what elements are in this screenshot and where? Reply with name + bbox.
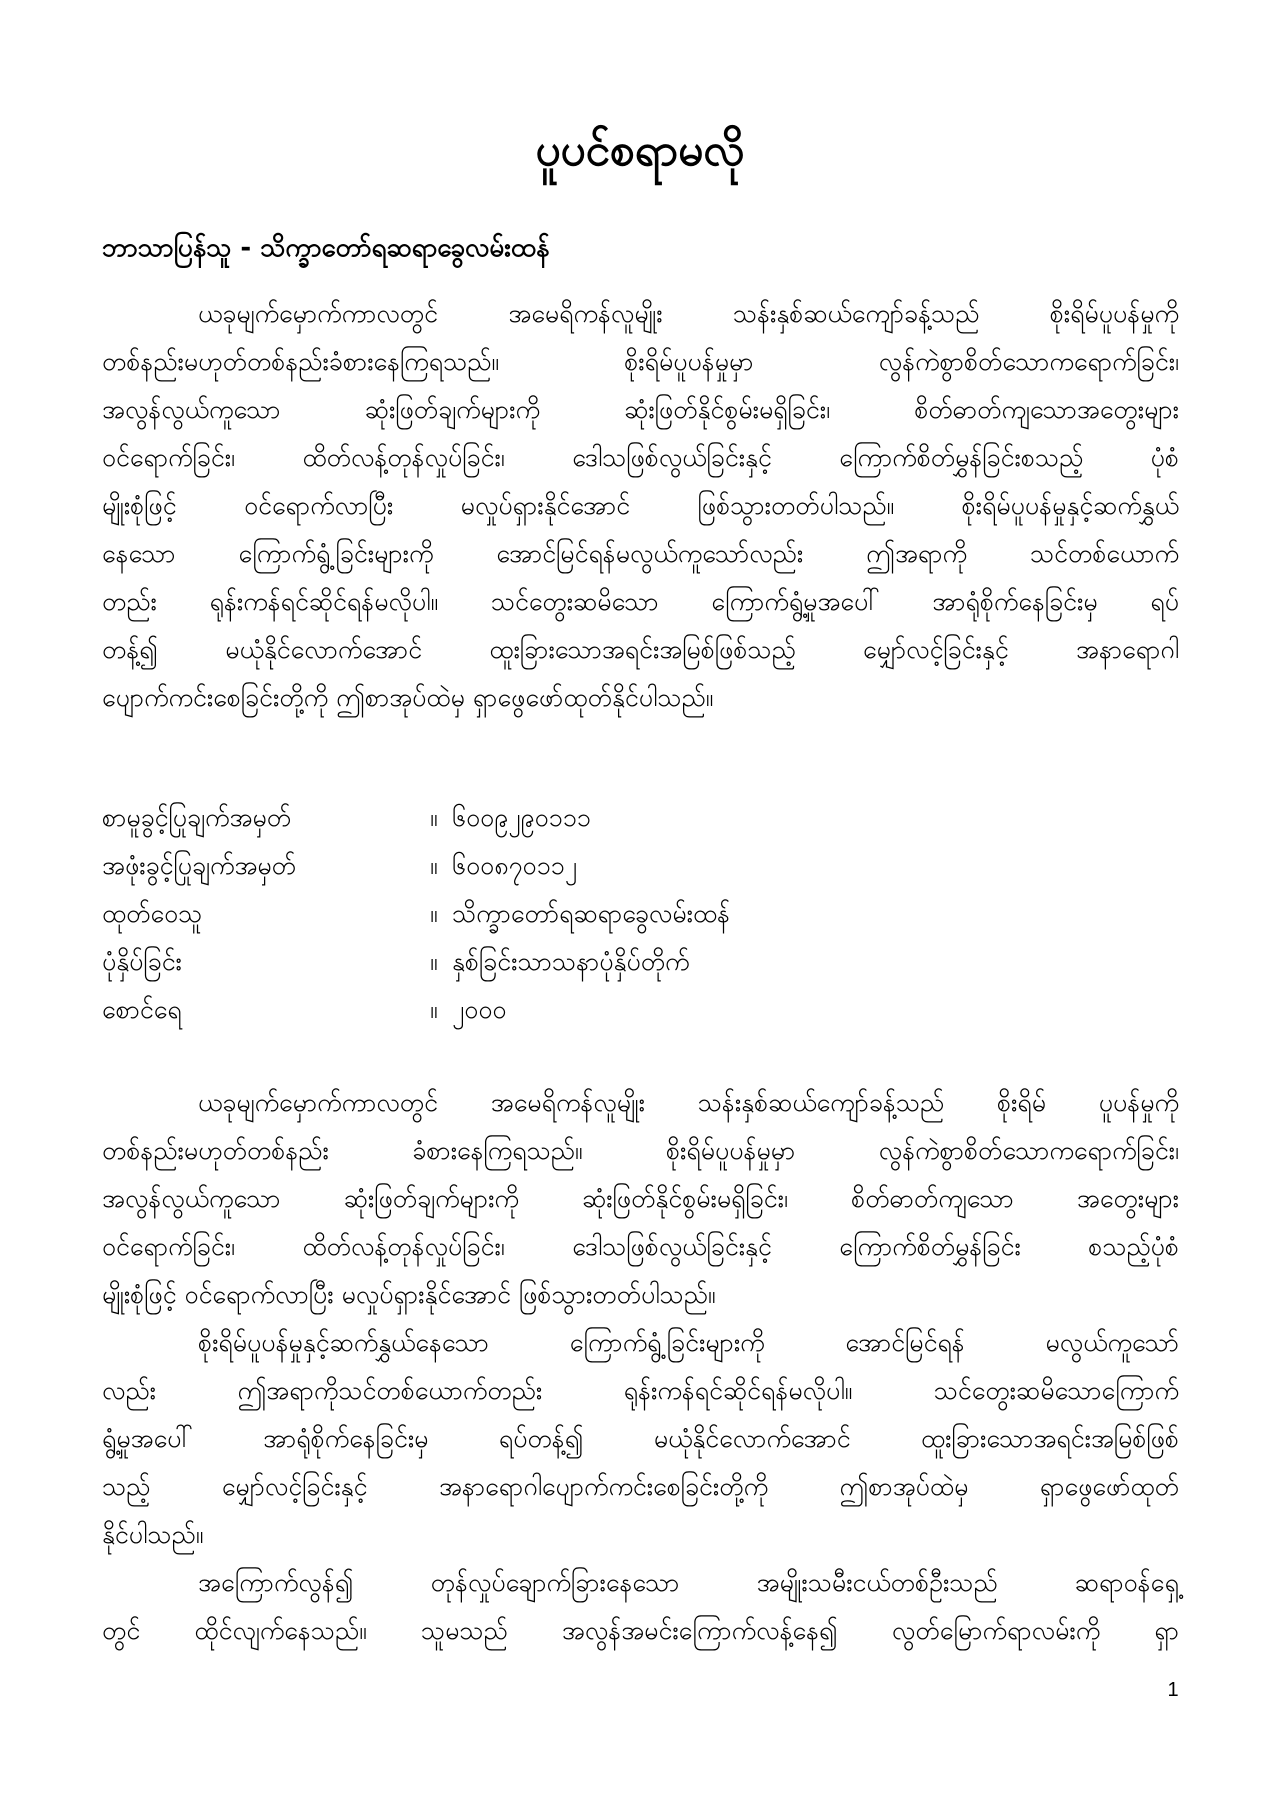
- detail-label: ပုံနှိပ်ခြင်း: [102, 947, 182, 976]
- paragraph-line: ဝင်ရောက်ခြင်း၊ ထိတ်လန့်တုန်လှုပ်ခြင်း၊ ဒေါသဖြစ်လွယ်ခြင်းနှင့် ကြောက်စိတ်မွှန်ခြင်းစသည့် ပုံစံ: [102, 443, 1179, 472]
- publication-details: [102, 794, 1179, 1034]
- body-paragraph: [102, 1319, 1179, 1559]
- detail-separator: ။: [430, 899, 438, 928]
- paragraph-line: တစ်နည်းမဟုတ်တစ်နည်း ခံစားနေကြရသည်။ စိုးရိမ်ပူပန်မှုမှာ လွန်ကဲစွာစိတ်သောကရောက်ခြင်း၊: [102, 1136, 1179, 1165]
- paragraph-line: မျိုးစုံဖြင့် ဝင်ရောက်လာပြီး မလှုပ်ရှားနိုင်အောင် ဖြစ်သွားတတ်ပါသည်။: [102, 1280, 716, 1309]
- detail-separator: ။: [430, 947, 438, 976]
- detail-separator: ။: [430, 803, 438, 832]
- detail-label: စောင်ရေ: [102, 995, 182, 1024]
- translator-credit: ဘာသာပြန်သူ - သိက္ခာတော်ရဆရာခွေလမ်းထန်: [102, 233, 550, 263]
- paragraph-line: ယခုမျက်မှောက်ကာလတွင် အမေရိကန်လူမျိုး သန်းနှစ်ဆယ်ကျော်ခန့်သည် စိုးရိမ်ပူပန်မှုကို: [198, 299, 1179, 328]
- paragraph-line: တွင် ထိုင်လျက်နေသည်။ သူမသည် အလွန်အမင်းကြောက်လန့်နေ၍ လွတ်မြောက်ရာလမ်းကို ရှာ: [102, 1616, 1179, 1645]
- detail-label: ထုတ်ဝေသူ: [102, 899, 203, 928]
- detail-value: ၂၀၀၀: [452, 995, 507, 1024]
- paragraph-line: ယခုမျက်မှောက်ကာလတွင် အမေရိကန်လူမျိုး သန်းနှစ်ဆယ်ကျော်ခန့်သည် စိုးရိမ် ပူပန်မှုကို: [198, 1088, 1179, 1117]
- paragraph-line: အလွန်လွယ်ကူသော ဆုံးဖြတ်ချက်များကို ဆုံးဖြတ်နိုင်စွမ်းမရှိခြင်း၊ စိတ်ဓာတ်ကျသော အတွေးများ: [102, 1184, 1179, 1213]
- paragraph-line: တည်း ရုန်းကန်ရင်ဆိုင်ရန်မလိုပါ။ သင်တွေးဆမိသော ကြောက်ရွံ့မှုအပေါ် အာရုံစိုက်နေခြင်းမှ ရပ်: [102, 587, 1179, 616]
- body-text: [102, 1079, 1179, 1655]
- detail-label: စာမူခွင့်ပြုချက်အမှတ်: [102, 803, 292, 832]
- body-paragraph: [102, 1559, 1179, 1655]
- publication-detail-row: [102, 986, 1179, 1034]
- detail-value: သိက္ခာတော်ရဆရာခွေလမ်းထန်: [452, 899, 731, 928]
- detail-separator: ။: [430, 851, 438, 880]
- body-paragraph: [102, 1079, 1179, 1319]
- paragraph-line: နေသော ကြောက်ရွံ့ခြင်းများကို အောင်မြင်ရန်မလွယ်ကူသော်လည်း ဤအရာကို သင်တစ်ယောက်: [102, 539, 1179, 568]
- paragraph-line: တန့်၍ မယုံနိုင်လောက်အောင် ထူးခြားသောအရင်းအမြစ်ဖြစ်သည့် မျှော်လင့်ခြင်းနှင့် အနာရောဂါ: [102, 635, 1179, 664]
- paragraph-line: နိုင်ပါသည်။: [102, 1520, 204, 1549]
- paragraph-line: ပျောက်ကင်းစေခြင်းတို့ကို ဤစာအုပ်ထဲမှ ရှာဖွေဖော်ထုတ်နိုင်ပါသည်။: [102, 683, 714, 712]
- publication-detail-row: [102, 938, 1179, 986]
- publication-detail-row: [102, 794, 1179, 842]
- detail-label: အဖုံးခွင့်ပြုချက်အမှတ်: [102, 851, 297, 880]
- paragraph-line: အလွန်လွယ်ကူသော ဆုံးဖြတ်ချက်များကို ဆုံးဖြတ်နိုင်စွမ်းမရှိခြင်း၊ စိတ်ဓာတ်ကျသောအတွေးများ: [102, 395, 1179, 424]
- paragraph-line: ရွံ့မှုအပေါ် အာရုံစိုက်နေခြင်းမှ ရပ်တန့်၍ မယုံနိုင်လောက်အောင် ထူးခြားသောအရင်းအမြစ်ဖြစ်: [102, 1424, 1179, 1453]
- page-number: 1: [1167, 1679, 1179, 1701]
- detail-value: ၆၀၀၈၇၀၁၁၂: [452, 851, 577, 880]
- paragraph-line: ဝင်ရောက်ခြင်း၊ ထိတ်လန့်တုန်လှုပ်ခြင်း၊ ဒေါသဖြစ်လွယ်ခြင်းနှင့် ကြောက်စိတ်မွှန်ခြင်း စသည့်ပုံစံ: [102, 1232, 1179, 1261]
- publication-detail-row: [102, 890, 1179, 938]
- paragraph-line: မျိုးစုံဖြင့် ဝင်ရောက်လာပြီး မလှုပ်ရှားနိုင်အောင် ဖြစ်သွားတတ်ပါသည်။ စိုးရိမ်ပူပန်မှုနှင့်ဆက်နွှယ်: [102, 491, 1179, 520]
- paragraph-line: တစ်နည်းမဟုတ်တစ်နည်းခံစားနေကြရသည်။ စိုးရိမ်ပူပန်မှုမှာ လွန်ကဲစွာစိတ်သောကရောက်ခြင်း၊: [102, 347, 1179, 376]
- page-title: ပူပင်စရာမလို: [535, 125, 745, 176]
- detail-value: နှစ်ခြင်းသာသနာပုံနှိပ်တိုက်: [452, 947, 690, 976]
- paragraph-line: အကြောက်လွန်၍ တုန်လှုပ်ချောက်ခြားနေသော အမျိုးသမီးငယ်တစ်ဦးသည် ဆရာဝန်ရှေ့: [198, 1568, 1179, 1597]
- detail-separator: ။: [430, 995, 438, 1024]
- publication-detail-row: [102, 842, 1179, 890]
- paragraph-line: စိုးရိမ်ပူပန်မှုနှင့်ဆက်နွှယ်နေသော ကြောက်ရွံ့ခြင်းများကို အောင်မြင်ရန် မလွယ်ကူသော်: [198, 1328, 1179, 1357]
- detail-value: ၆၀၀၉၂၉၀၁၁၁: [452, 803, 591, 832]
- paragraph-line: သည့် မျှော်လင့်ခြင်းနှင့် အနာရောဂါပျောက်ကင်းစေခြင်းတို့ကို ဤစာအုပ်ထဲမှ ရှာဖွေဖော်ထုတ်: [102, 1472, 1179, 1501]
- intro-paragraph: [102, 290, 1179, 722]
- paragraph-line: လည်း ဤအရာကိုသင်တစ်ယောက်တည်း ရုန်းကန်ရင်ဆိုင်ရန်မလိုပါ။ သင်တွေးဆမိသောကြောက်: [102, 1376, 1179, 1405]
